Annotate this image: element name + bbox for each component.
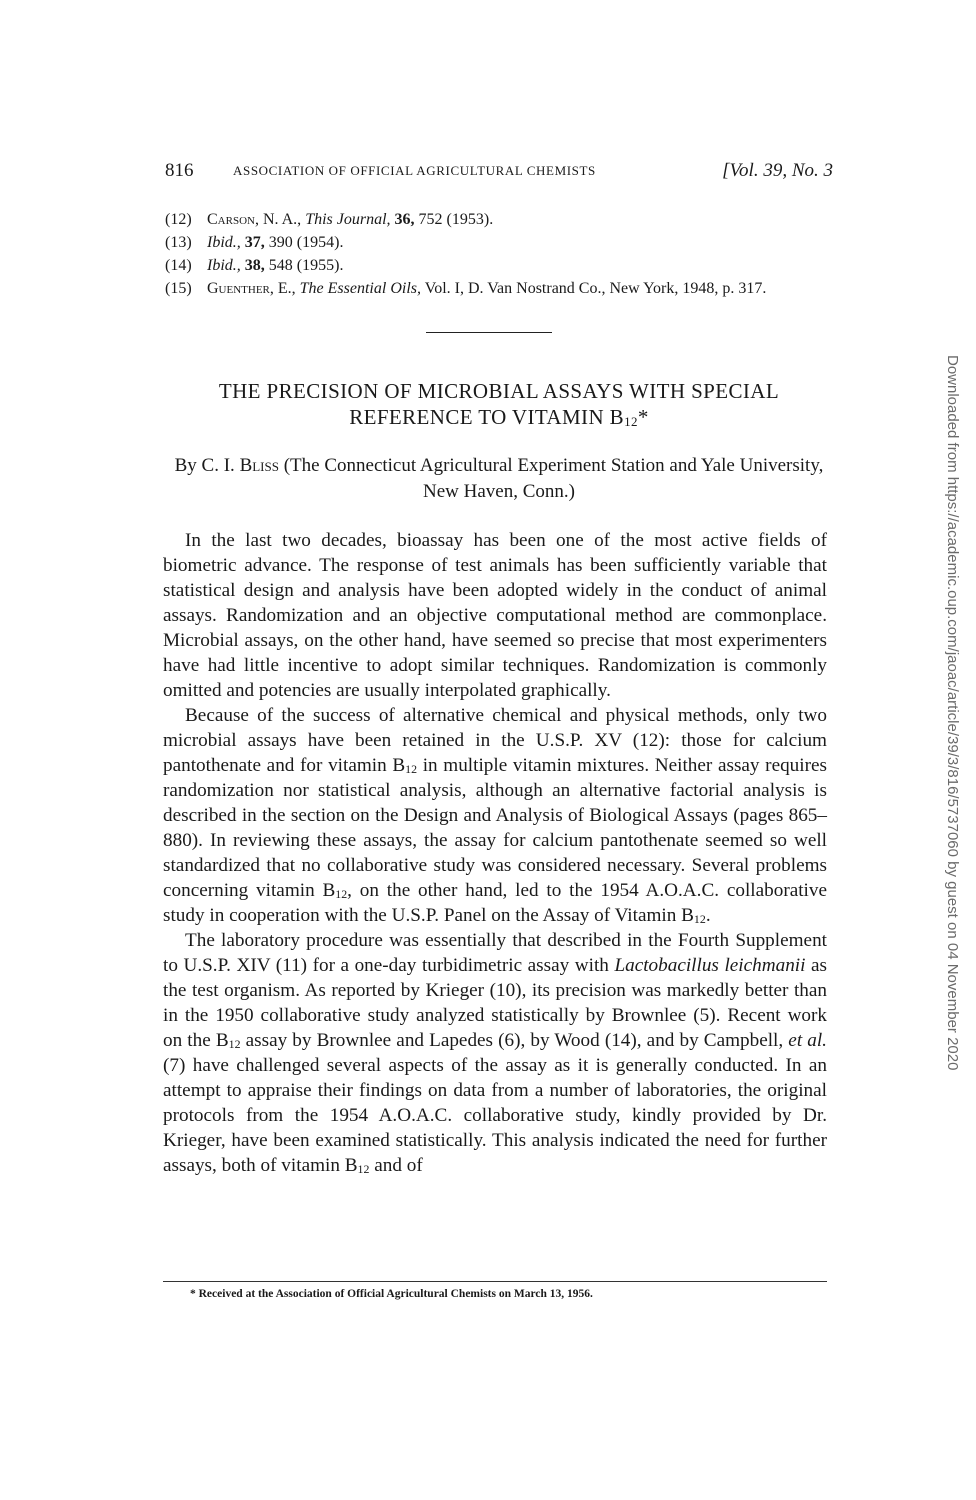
reference-source: Ibid.,: [207, 234, 241, 251]
running-head: [165, 160, 833, 184]
text-run: as the test organism. As reported by Krieger (10), its precision was markedly better than in the 1950 collaborative study analyzed statistically by Brownlee (5). Recent work on the B: [163, 955, 827, 1051]
article-body: [163, 528, 827, 1178]
subscript: 12: [335, 886, 348, 901]
download-watermark: [943, 355, 963, 1155]
reference-volume: 36,: [394, 211, 415, 228]
subscript: 12: [624, 413, 638, 429]
reference-number: (13): [165, 234, 192, 251]
subscript: 12: [357, 1161, 370, 1176]
text-run: and of: [369, 1155, 423, 1176]
reference-item: [165, 277, 833, 300]
reference-rest: 390 (1954).: [268, 234, 344, 251]
text-run: assay by Brownlee and Lapedes (6), by Wood (14), and by Campbell,: [240, 1030, 789, 1051]
organism-name: Lactobacillus leichmanii: [614, 955, 806, 976]
author-name: Bliss: [239, 455, 279, 476]
journal-name: ASSOCIATION OF OFFICIAL AGRICULTURAL CHEMISTS: [233, 163, 596, 178]
title-line: [165, 404, 833, 430]
title-line: THE PRECISION OF MICROBIAL ASSAYS WITH SPECIAL: [218, 379, 780, 403]
page-number: 816: [165, 160, 194, 181]
reference-rest: 548 (1955).: [268, 257, 344, 274]
et-al: et al.: [788, 1030, 827, 1051]
text-run: Because of the success of alternative chemical and physical methods, only two microbial assays have been retained in the U.S.P. XV (12): those for calcium pantothenate and for vitamin B: [163, 705, 827, 776]
title-text: REFERENCE TO VITAMIN B: [349, 405, 625, 429]
footnote-marker: *: [637, 405, 649, 429]
reference-number: (15): [165, 280, 192, 297]
byline: [165, 453, 833, 505]
reference-number: (12): [165, 211, 192, 228]
subscript: 12: [693, 911, 706, 926]
reference-item: [165, 231, 833, 254]
reference-volume: 37,: [244, 234, 265, 251]
section-divider: [426, 332, 552, 333]
subscript: 12: [405, 761, 418, 776]
text-run: The laboratory procedure was essentially that described in the Fourth Supplement to U.S.P. XIV (11) for a one-day turbidimetric assay with: [163, 930, 827, 976]
reference-rest: 752 (1953).: [418, 211, 494, 228]
article-title: [165, 378, 833, 430]
subscript: 12: [228, 1036, 241, 1051]
text-run: , on the other hand, led to the 1954 A.O.A.C. collaborative study in cooperation with the U.S.P. Panel on the Assay of Vitamin B: [163, 880, 827, 926]
byline-prefix: By C. I.: [174, 455, 235, 476]
reference-rest: Vol. I, D. Van Nostrand Co., New York, 1948, p. 317.: [424, 280, 767, 297]
footnote-divider: [163, 1281, 827, 1282]
reference-source: This Journal,: [305, 211, 391, 228]
reference-author: Guenther, E.,: [207, 280, 296, 297]
download-note-text: Downloaded from https://academic.oup.com/jaoac/article/39/3/816/5737060 by guest on 04 November 2020: [944, 355, 961, 1071]
paragraph: [163, 928, 827, 1178]
text-run: .: [705, 905, 711, 926]
reference-source: The Essential Oils,: [299, 280, 421, 297]
reference-volume: 38,: [244, 257, 265, 274]
reference-item: [165, 254, 833, 277]
author-affiliation: (The Connecticut Agricultural Experiment Station and Yale University, New Haven, Conn.): [283, 455, 824, 502]
volume-issue: [Vol. 39, No. 3: [722, 160, 833, 181]
reference-number: (14): [165, 257, 192, 274]
reference-source: Ibid.,: [207, 257, 241, 274]
footnote: * Received at the Association of Official Agricultural Chemists on March 13, 1956.: [190, 1288, 593, 1300]
text-run: (7) have challenged several aspects of the assay as it is generally conducted. In an attempt to appraise their findings on data from a number of laboratories, the original protocols from the 1954 A.O.A.C. collaborative study, kindly provided by Dr. Krieger, have been examined statistically. This analysis indicated the need for further assays, both of vitamin B: [163, 1055, 827, 1176]
reference-item: [165, 208, 833, 231]
paragraph: In the last two decades, bioassay has been one of the most active fields of biometric advance. The response of test animals has been sufficiently variable that statistical design and analysis have been adopted widely in the conduct of animal assays. Randomization and an objective computational method are commonplace. Microbial assays, on the other hand, have seemed so precise that most experimenters have had little incentive to adopt similar techniques. Randomization is commonly omitted and potencies are usually interpolated graphically.: [163, 530, 827, 701]
reference-list: [165, 208, 833, 300]
text-run: in multiple vitamin mixtures. Neither assay requires randomization nor statistical analysis, although an alternative factorial analysis is described in the section on the Design and Analysis of Biological Assays (pages 865–880). In reviewing these assays, the assay for calcium pantothenate seemed so well standardized that no collaborative study was considered necessary. Several problems concerning vitamin B: [163, 755, 827, 901]
reference-author: Carson, N. A.,: [207, 211, 302, 228]
paragraph: [163, 703, 827, 928]
